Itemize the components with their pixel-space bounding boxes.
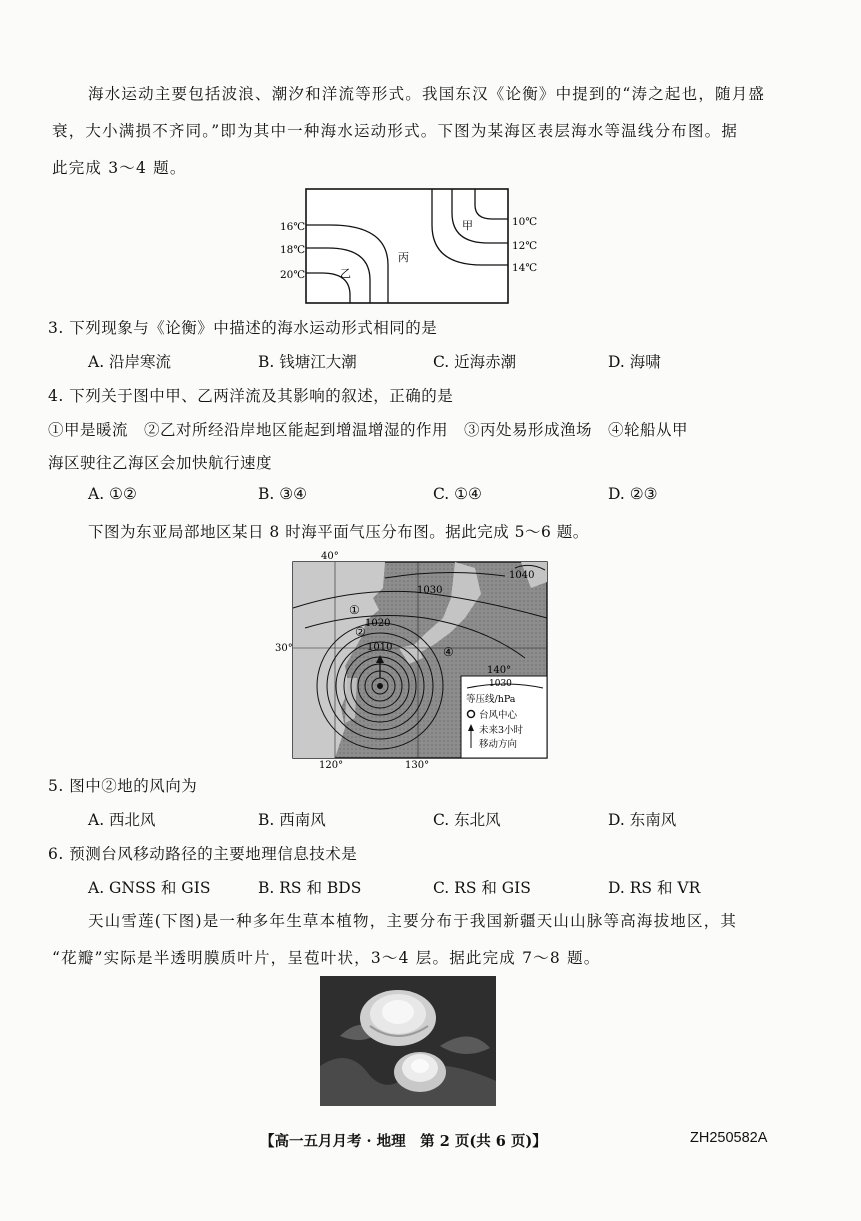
option-a: A. 沿岸寒流 [88, 353, 172, 371]
isobar-1030: 1030 [417, 585, 443, 596]
option-a: A. ①② [88, 485, 137, 503]
option-d: D. 东南风 [608, 811, 677, 829]
legend-move-label-2: 移动方向 [479, 739, 518, 750]
isobar-1020: 1020 [365, 618, 391, 629]
lat-label-40: 40° [321, 551, 339, 562]
option-b: B. 西南风 [258, 811, 326, 829]
pressure-map-figure [275, 548, 575, 770]
lat-label-30: 30° [275, 643, 293, 654]
option-d: D. ②③ [608, 485, 658, 503]
lon-label-120: 120° [319, 760, 344, 770]
label-yi: 乙 [340, 267, 351, 280]
question-4-options [88, 485, 788, 509]
legend-center-label: 台风中心 [479, 710, 518, 721]
question-3-stem: 3. 下列现象与《论衡》中描述的海水运动形式相同的是 [48, 319, 438, 337]
intro-passage-2: 下图为东亚局部地区某日 8 时海平面气压分布图。据此完成 5～6 题。 [88, 523, 589, 541]
question-5-options [88, 808, 788, 832]
isotherm-label-10: 10℃ [512, 216, 538, 228]
point-1: ① [349, 603, 360, 617]
option-b: B. RS 和 BDS [258, 879, 362, 897]
isotherm-label-18: 18℃ [280, 244, 306, 256]
isobar-1010: 1010 [367, 642, 393, 653]
label-jia: 甲 [462, 219, 473, 232]
option-d: D. 海啸 [608, 353, 661, 371]
legend-move-label-1: 未来3小时 [479, 725, 524, 736]
option-b: B. ③④ [258, 485, 308, 503]
legend-isobar-label: 等压线/hPa [466, 694, 516, 705]
option-a: A. GNSS 和 GIS [88, 879, 211, 897]
intro-line: 此完成 3～4 题。 [52, 159, 187, 177]
option-a: A. 西北风 [88, 811, 156, 829]
question-4-stem: 4. 下列关于图中甲、乙两洋流及其影响的叙述，正确的是 [48, 387, 454, 405]
legend-isobar-value: 1030 [489, 679, 512, 689]
intro-line: 衰，大小满损不齐同。”即为其中一种海水运动形式。下图为某海区表层海水等温线分布图。据 [52, 122, 739, 140]
option-c: C. 近海赤潮 [433, 353, 517, 371]
intro-line: 海水运动主要包括波浪、潮汐和洋流等形式。我国东汉《论衡》中提到的“涛之起也，随月盛 [88, 85, 766, 103]
isotherm-label-14: 14℃ [512, 262, 538, 274]
option-b: B. 钱塘江大潮 [258, 353, 357, 371]
intro-passage-3 [52, 903, 778, 977]
question-4-statements-line1: ①甲是暖流 ②乙对所经沿岸地区能起到增温增湿的作用 ③丙处易形成渔场 ④轮船从甲 [48, 421, 689, 439]
isotherm-label-16: 16℃ [280, 221, 306, 233]
question-6-options [88, 876, 788, 900]
isotherm-label-12: 12℃ [512, 240, 538, 252]
option-c: C. ①④ [433, 485, 482, 503]
label-bing: 丙 [398, 251, 409, 264]
question-4-statements-line2: 海区驶往乙海区会加快航行速度 [48, 454, 273, 472]
lon-label-130: 130° [405, 760, 430, 770]
option-d: D. RS 和 VR [608, 879, 701, 897]
isobar-1040: 1040 [509, 570, 535, 581]
point-2: ② [355, 625, 366, 639]
snow-lotus-photo [320, 976, 496, 1106]
question-3-options [88, 350, 788, 374]
point-4: ④ [443, 645, 454, 659]
option-c: C. 东北风 [433, 811, 501, 829]
question-5-stem: 5. 图中②地的风向为 [48, 777, 198, 795]
isotherm-figure [270, 185, 560, 310]
intro-line: 天山雪莲(下图)是一种多年生草本植物，主要分布于我国新疆天山山脉等高海拔地区，其 [88, 912, 738, 930]
option-c: C. RS 和 GIS [433, 879, 531, 897]
isotherm-label-20: 20℃ [280, 269, 306, 281]
footer-page-info: 【高一五月月考 · 地理 第 2 页(共 6 页)】 [260, 1133, 547, 1150]
lon-label-140: 140° [487, 665, 512, 676]
intro-passage-1 [52, 76, 778, 187]
question-6-stem: 6. 预测台风移动路径的主要地理信息技术是 [48, 845, 358, 863]
intro-line: “花瓣”实际是半透明膜质叶片，呈苞叶状，3～4 层。据此完成 7～8 题。 [52, 949, 601, 967]
footer-exam-code: ZH250582A [690, 1130, 768, 1146]
